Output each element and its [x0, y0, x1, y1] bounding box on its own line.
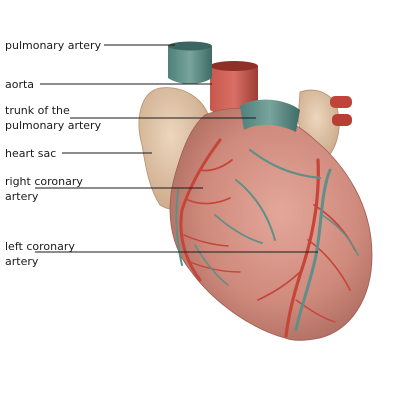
label-left-coronary-artery: left coronary artery — [5, 240, 75, 268]
ventricle-shape — [170, 108, 372, 340]
label-heart-sac: heart sac — [5, 147, 57, 160]
aorta-opening — [210, 61, 258, 71]
label-aorta: aorta — [5, 78, 35, 91]
label-trunk-of-pulmonary-artery: trunk of the pulmonary artery — [5, 104, 102, 132]
pulmonary-artery-opening — [168, 42, 212, 51]
label-pulmonary-artery: pulmonary artery — [5, 39, 102, 52]
pulmonary-artery-shape — [168, 46, 212, 84]
right-vessel-stub-2 — [332, 114, 352, 126]
right-vessel-stub — [330, 96, 352, 108]
label-right-coronary-artery: right coronary artery — [5, 175, 83, 203]
